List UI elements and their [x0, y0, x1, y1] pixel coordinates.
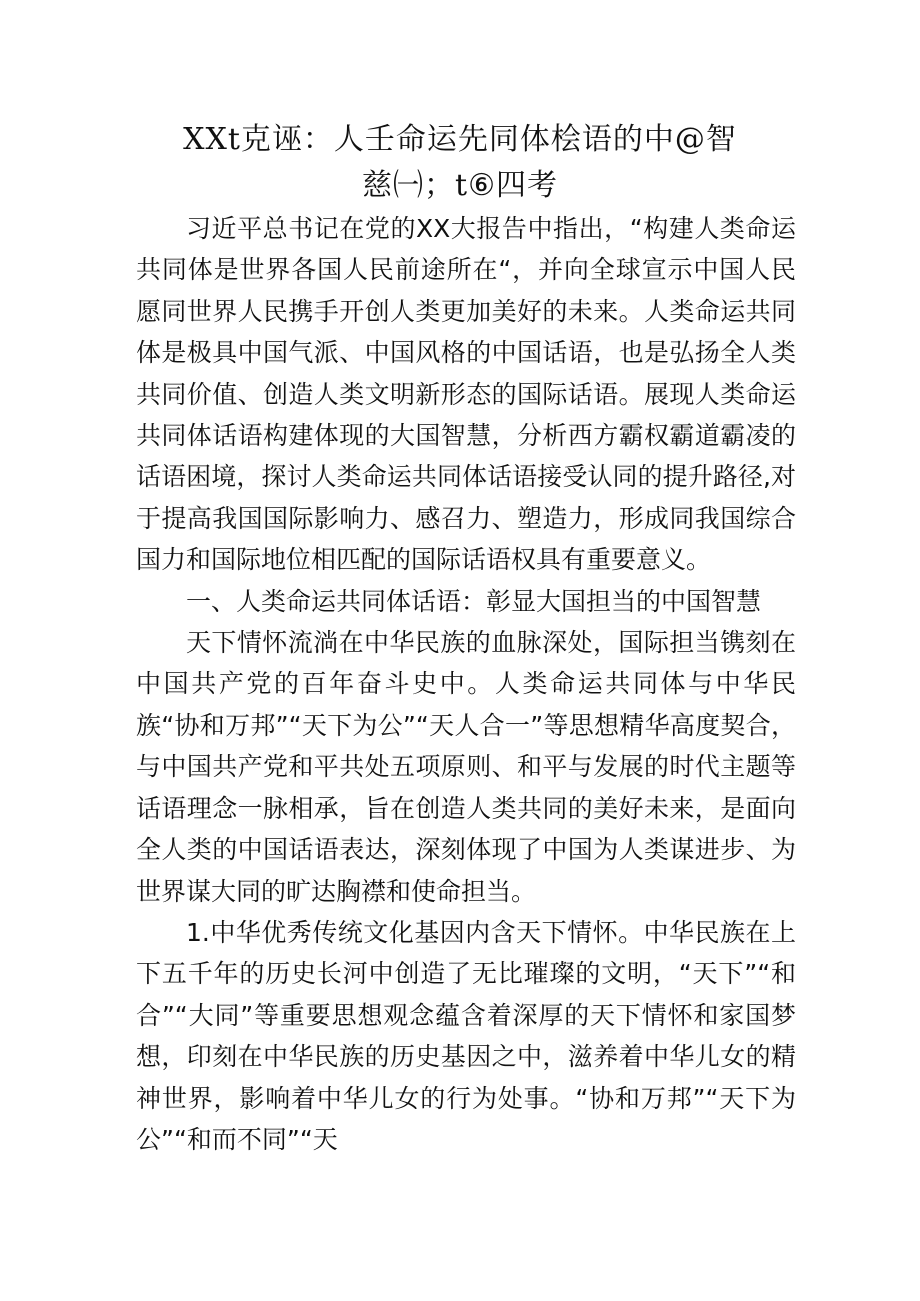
document-body	[136, 208, 796, 1160]
subsection-paragraph: 1.中华优秀传统文化基因内含天下情怀。中华民族在上下五千年的历史长河中创造了无比璀璨的文明，“天下”“和合”“大同”等重要思想观念蕴含着深厚的天下情怀和家国梦想，印刻在中华民族的历史基因之中，滋养着中华儿女的精神世界，影响着中华儿女的行为处事。“协和万邦”“天下为公”“和而不同”“天	[136, 917, 796, 1154]
document-title-line-1: XXt克诬：人壬命运先同体桧语的中@智	[183, 122, 737, 157]
intro-paragraph: 习近平总书记在党的XX大报告中指出，“构建人类命运共同体是世界各国人民前途所在“，并向全球宣示中国人民愿同世界人民携手开创人类更加美好的未来。人类命运共同体是极具中国气派、中国风格的中国话语，也是弘扬全人类共同价值、创造人类文明新形态的国际话语。展现人类命运共同体话语构建体现的大国智慧，分析西方霸权霸道霸凌的话语困境，探讨人类命运共同体话语接受认同的提升路径,对于提高我国国际影响力、感召力、塑造力，形成同我国综合国力和国际地位相匹配的国际话语权具有重要意义。	[136, 214, 796, 575]
section-heading: 一、人类命运共同体话语：彰显大国担当的中国智慧	[186, 586, 762, 616]
document-title-line-2: 慈㈠；t⑥四考	[362, 168, 558, 203]
section-paragraph: 天下情怀流淌在中华民族的血脉深处，国际担当镌刻在中国共产党的百年奋斗史中。人类命运共同体与中华民族“协和万邦”“天下为公”“天人合一”等思想精华高度契合，与中国共产党和平共处五项原则、和平与发展的时代主题等话语理念一脉相承，旨在创造人类共同的美好未来，是面向全人类的中国话语表达，深刻体现了中国为人类谋进步、为世界谋大同的旷达胸襟和使命担当。	[136, 628, 796, 906]
